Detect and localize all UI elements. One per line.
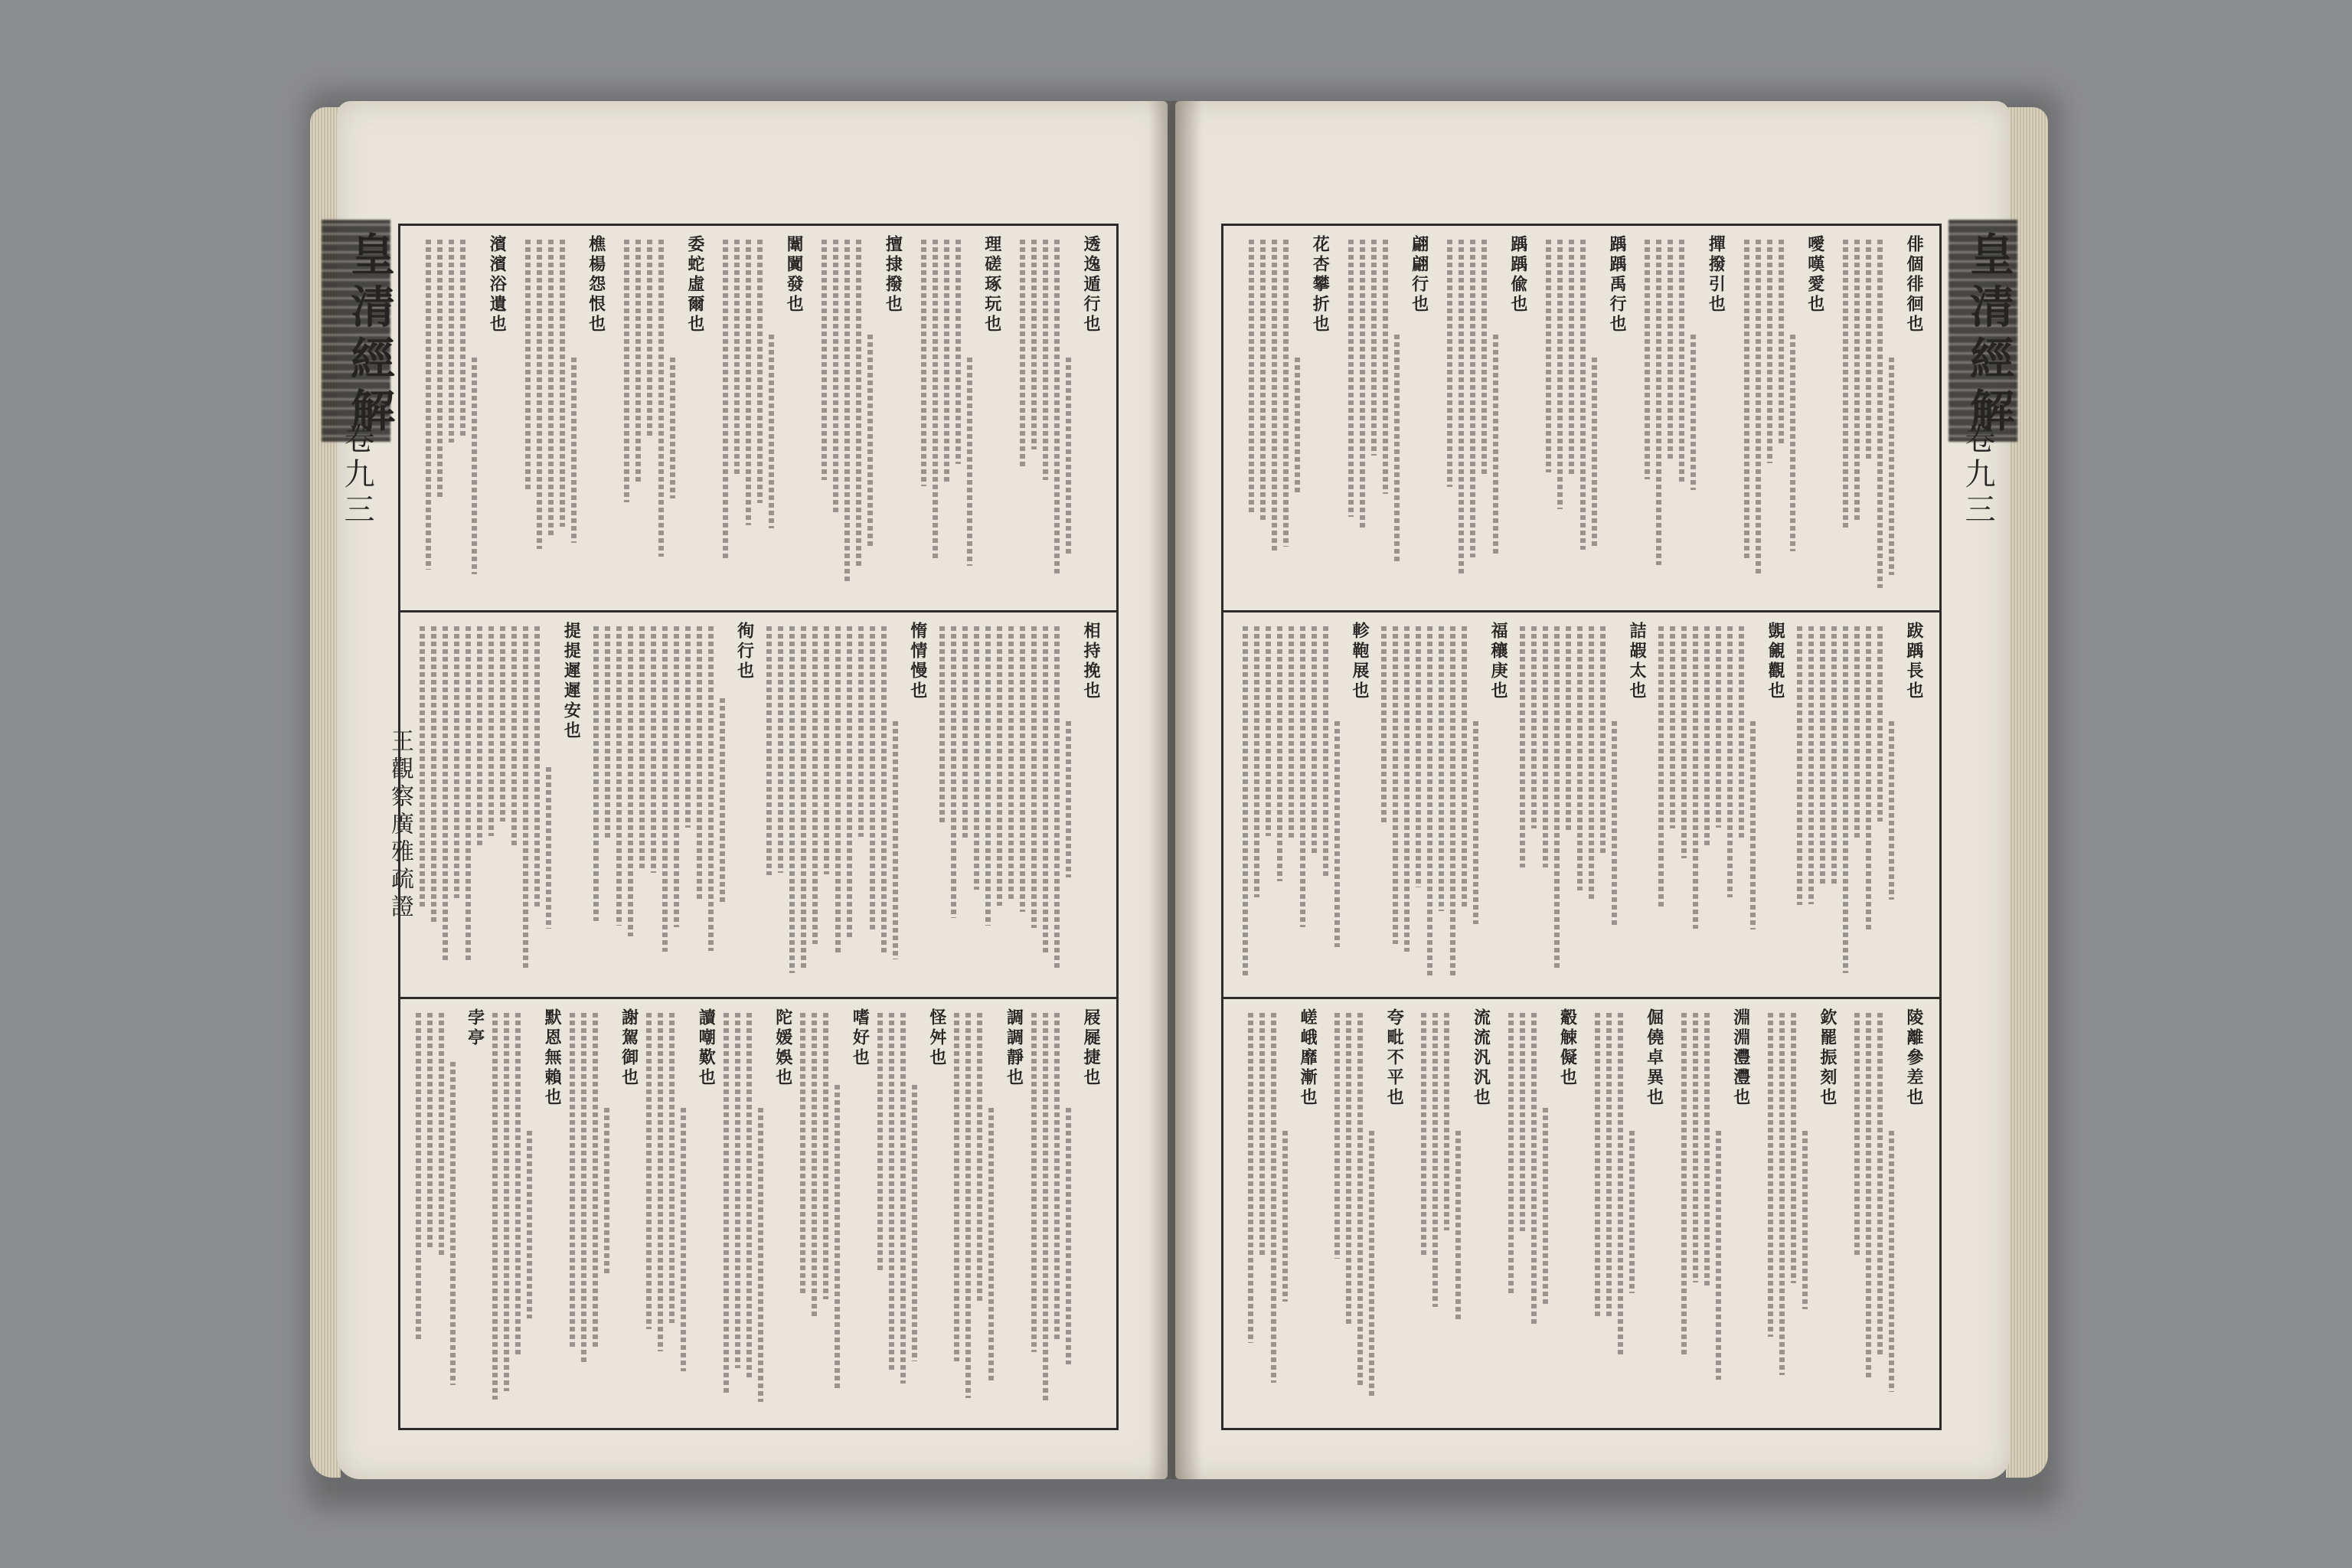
commentary-column: [1054, 1013, 1060, 1342]
commentary-column: [708, 626, 714, 951]
commentary-column: [1248, 1013, 1253, 1343]
entry-heading: 花杏攀折也: [1310, 235, 1331, 335]
commentary-column: [511, 626, 517, 848]
commentary-column: [1866, 1013, 1871, 1380]
commentary-column: [420, 626, 425, 908]
commentary-column: [789, 626, 795, 973]
commentary-column: [437, 240, 443, 498]
commentary-column: [1791, 1013, 1796, 1283]
commentary-column: [735, 1013, 740, 1368]
entry-heading: 流流汎汎也: [1471, 1008, 1491, 1108]
commentary-column: [1843, 240, 1848, 531]
commentary-column: [548, 240, 554, 537]
entry-heading: 提提遲遲安也: [561, 622, 582, 741]
commentary-column: [1681, 1013, 1687, 1354]
commentary-column: [893, 721, 898, 959]
commentary-column: [912, 1085, 917, 1361]
commentary-column: [439, 1013, 444, 1256]
commentary-column: [778, 626, 783, 873]
commentary-column: [1020, 626, 1025, 912]
commentary-column: [723, 240, 728, 561]
commentary-column: [1243, 626, 1248, 975]
entry-heading: 擅捸撥也: [883, 235, 903, 315]
commentary-column: [824, 626, 829, 874]
commentary-column: [1580, 240, 1586, 550]
entry-heading: 怪舛也: [926, 1008, 947, 1068]
commentary-column: [877, 1013, 883, 1272]
commentary-column: [1369, 1131, 1374, 1396]
commentary-column: [504, 1013, 509, 1391]
entry-heading: 觳觫儗也: [1557, 1008, 1578, 1088]
commentary-column: [1543, 1108, 1548, 1307]
commentary-column: [1432, 1013, 1438, 1307]
commentary-column: [1566, 626, 1571, 833]
commentary-column: [900, 1013, 906, 1383]
entry-heading: 詰嘏太也: [1627, 622, 1647, 701]
commentary-column: [460, 240, 466, 439]
commentary-column: [1348, 240, 1354, 517]
commentary-column: [1877, 240, 1883, 588]
commentary-column: [639, 626, 645, 868]
commentary-column: [951, 626, 956, 918]
entry-heading: 謝駕御也: [619, 1008, 639, 1088]
left-top-register: [410, 235, 1102, 599]
commentary-column: [1312, 626, 1317, 853]
commentary-column: [1531, 626, 1537, 828]
commentary-column: [1704, 626, 1710, 845]
commentary-column: [477, 626, 482, 847]
commentary-column: [674, 626, 679, 927]
commentary-column: [1481, 240, 1487, 474]
commentary-column: [1877, 626, 1883, 822]
commentary-column: [658, 240, 664, 557]
commentary-column: [746, 1013, 752, 1380]
commentary-column: [1750, 721, 1756, 929]
right-margin-volume: 卷九三: [1960, 423, 1995, 528]
commentary-column: [1459, 240, 1464, 577]
commentary-column: [1802, 1131, 1808, 1309]
commentary-column: [833, 240, 838, 515]
commentary-column: [1618, 1013, 1623, 1356]
right-register-divider-2: [1221, 997, 1939, 999]
commentary-column: [769, 335, 774, 528]
commentary-column: [1295, 358, 1300, 495]
entry-heading: 闈闐發也: [784, 235, 805, 315]
entry-heading: 噯嘆愛也: [1805, 235, 1825, 315]
commentary-column: [1658, 626, 1664, 907]
commentary-column: [1031, 626, 1037, 928]
commentary-column: [534, 626, 540, 907]
commentary-column: [870, 626, 875, 929]
commentary-column: [954, 1013, 959, 1361]
commentary-column: [1790, 335, 1795, 551]
entry-heading: 陵離參差也: [1904, 1008, 1924, 1108]
commentary-column: [1346, 1013, 1351, 1325]
commentary-column: [974, 626, 979, 890]
commentary-column: [977, 1013, 982, 1301]
book-gutter: [1148, 101, 1202, 1479]
left-running-author: 王觀察廣雅疏證: [387, 729, 413, 922]
commentary-column: [581, 1013, 586, 1362]
commentary-column: [1546, 240, 1551, 472]
commentary-column: [1779, 1013, 1785, 1375]
entry-heading: 踽踽偸也: [1508, 235, 1528, 315]
commentary-column: [1843, 626, 1848, 973]
commentary-column: [1768, 1013, 1773, 1337]
entry-heading: 嗜好也: [850, 1008, 871, 1068]
commentary-column: [1854, 240, 1860, 521]
commentary-column: [812, 1013, 817, 1317]
commentary-column: [734, 240, 740, 474]
commentary-column: [1520, 1013, 1525, 1231]
commentary-column: [800, 1013, 805, 1295]
commentary-column: [835, 1085, 840, 1388]
entry-heading: 欽罷振刻也: [1817, 1008, 1838, 1108]
commentary-column: [746, 240, 751, 525]
right-middle-register: [1233, 622, 1926, 985]
entry-heading: 惰情慢也: [907, 622, 928, 701]
entry-heading: 翩翩行也: [1409, 235, 1429, 315]
commentary-column: [1569, 240, 1574, 477]
entry-heading: 軫鞄展也: [1350, 622, 1370, 701]
commentary-column: [1043, 1013, 1048, 1403]
commentary-column: [856, 240, 861, 567]
commentary-column: [1357, 1013, 1363, 1388]
commentary-column: [1254, 626, 1259, 897]
entry-heading: 倔僥卓異也: [1644, 1008, 1664, 1108]
commentary-column: [1066, 1108, 1071, 1364]
commentary-column: [1595, 1013, 1600, 1319]
entry-heading: 夸毗不平也: [1384, 1008, 1405, 1108]
commentary-column: [1394, 335, 1400, 564]
commentary-column: [570, 1013, 575, 1349]
left-margin-title: 皇清經解: [343, 231, 395, 439]
entry-heading: 俳個徘徊也: [1904, 235, 1924, 335]
commentary-column: [525, 240, 531, 492]
commentary-column: [604, 1108, 609, 1275]
commentary-column: [681, 1108, 686, 1371]
commentary-column: [757, 240, 763, 503]
commentary-column: [1756, 240, 1761, 575]
entry-heading: 相持挽也: [1081, 622, 1101, 701]
commentary-column: [697, 626, 702, 900]
commentary-column: [835, 626, 841, 956]
commentary-column: [844, 240, 850, 583]
commentary-column: [1393, 626, 1398, 944]
entry-heading: 委蛇虛爾也: [684, 235, 705, 335]
commentary-column: [812, 626, 818, 944]
commentary-column: [1797, 626, 1802, 905]
commentary-column: [624, 240, 629, 502]
commentary-column: [670, 358, 675, 498]
commentary-column: [867, 335, 873, 547]
commentary-column: [1727, 626, 1733, 897]
commentary-column: [1334, 721, 1340, 947]
commentary-column: [488, 626, 494, 836]
left-register-divider-2: [398, 997, 1116, 999]
commentary-column: [1592, 358, 1597, 548]
commentary-column: [1681, 626, 1687, 858]
commentary-column: [647, 240, 652, 439]
commentary-column: [766, 626, 772, 875]
commentary-column: [560, 240, 565, 527]
commentary-column: [1543, 626, 1548, 867]
commentary-column: [965, 1013, 971, 1398]
commentary-column: [1889, 1131, 1894, 1392]
commentary-column: [1716, 1131, 1721, 1380]
commentary-column: [1271, 1013, 1276, 1383]
entry-heading: 踽踽禹行也: [1607, 235, 1628, 335]
entry-heading: 調調靜也: [1004, 1008, 1024, 1088]
entry-heading: 濱濱浴遺也: [487, 235, 508, 335]
commentary-column: [1508, 1013, 1514, 1294]
commentary-column: [628, 626, 633, 936]
commentary-column: [1066, 358, 1071, 554]
commentary-column: [1668, 240, 1673, 459]
commentary-column: [1656, 240, 1661, 565]
commentary-column: [605, 626, 610, 840]
commentary-column: [1820, 626, 1825, 885]
right-margin-title: 皇清經解: [1962, 231, 2014, 439]
commentary-column: [537, 240, 542, 549]
entry-heading: 徇行也: [734, 622, 755, 681]
commentary-column: [933, 240, 938, 560]
left-middle-register: [410, 622, 1102, 985]
commentary-column: [1020, 240, 1025, 469]
commentary-column: [658, 1013, 663, 1351]
commentary-column: [858, 626, 864, 837]
commentary-column: [1266, 626, 1271, 836]
commentary-column: [1679, 240, 1684, 482]
commentary-column: [1854, 1013, 1860, 1255]
commentary-column: [1054, 626, 1060, 968]
commentary-column: [646, 1013, 652, 1329]
commentary-column: [546, 767, 551, 929]
commentary-column: [1808, 626, 1814, 904]
commentary-column: [988, 1108, 994, 1383]
commentary-column: [823, 1013, 828, 1299]
commentary-column: [1439, 626, 1444, 911]
commentary-column: [1877, 1013, 1883, 1356]
commentary-column: [1473, 721, 1478, 924]
left-bottom-register: [410, 1008, 1102, 1414]
commentary-column: [1557, 240, 1563, 509]
commentary-column: [515, 1013, 521, 1354]
commentary-column: [1739, 626, 1744, 840]
entry-heading: 陀媛娛也: [773, 1008, 793, 1088]
entry-heading: 跋踽長也: [1904, 622, 1924, 701]
commentary-column: [1690, 335, 1696, 490]
commentary-column: [593, 1013, 598, 1348]
commentary-column: [662, 626, 668, 952]
commentary-column: [956, 240, 961, 464]
entry-heading: 默恩無賴也: [542, 1008, 563, 1108]
commentary-column: [523, 626, 528, 971]
commentary-column: [1289, 626, 1294, 838]
commentary-column: [454, 626, 459, 898]
left-register-divider-1: [398, 610, 1116, 612]
commentary-column: [1612, 721, 1617, 928]
entry-heading: 撣撥引也: [1706, 235, 1726, 315]
commentary-column: [500, 626, 505, 822]
commentary-column: [889, 1013, 894, 1370]
commentary-column: [1462, 626, 1467, 906]
commentary-column: [1600, 626, 1606, 855]
commentary-column: [426, 240, 431, 570]
commentary-column: [1866, 240, 1871, 459]
entry-heading: 讀嘲歎也: [696, 1008, 717, 1088]
commentary-column: [967, 358, 972, 566]
commentary-column: [1889, 358, 1894, 575]
commentary-column: [1054, 240, 1060, 576]
entry-heading: 淵淵灃灃也: [1730, 1008, 1751, 1108]
commentary-column: [1866, 626, 1871, 932]
commentary-column: [472, 358, 477, 574]
commentary-column: [758, 1108, 763, 1402]
commentary-column: [1693, 626, 1698, 929]
left-page: [337, 101, 1168, 1479]
commentary-column: [450, 1062, 456, 1385]
commentary-column: [1427, 626, 1432, 976]
commentary-column: [1360, 240, 1365, 528]
right-top-register: [1233, 235, 1926, 599]
commentary-column: [1831, 626, 1837, 886]
commentary-column: [1767, 240, 1772, 463]
right-register-divider-1: [1221, 610, 1939, 612]
commentary-column: [571, 358, 577, 543]
right-bottom-register: [1233, 1008, 1926, 1414]
commentary-column: [962, 626, 968, 839]
commentary-column: [1300, 626, 1305, 927]
commentary-column: [1554, 626, 1560, 969]
commentary-column: [939, 626, 945, 824]
commentary-column: [1043, 240, 1048, 480]
commentary-column: [881, 626, 887, 953]
commentary-column: [720, 698, 725, 903]
left-margin-volume: 卷九三: [339, 423, 374, 528]
commentary-column: [997, 626, 1002, 906]
commentary-column: [1371, 240, 1377, 456]
commentary-column: [443, 626, 448, 961]
commentary-column: [466, 626, 471, 963]
commentary-column: [1450, 626, 1455, 976]
commentary-column: [944, 240, 949, 485]
commentary-column: [427, 1013, 433, 1247]
entry-heading: 屐屣捷也: [1081, 1008, 1101, 1088]
commentary-column: [1744, 240, 1749, 559]
commentary-column: [1066, 721, 1071, 877]
commentary-column: [593, 626, 599, 921]
commentary-column: [1889, 721, 1894, 900]
commentary-column: [492, 1013, 498, 1400]
commentary-column: [1779, 240, 1784, 443]
commentary-column: [685, 626, 691, 828]
commentary-column: [724, 1013, 729, 1393]
commentary-column: [1670, 626, 1675, 828]
commentary-column: [1421, 1013, 1426, 1257]
commentary-column: [985, 626, 991, 926]
commentary-column: [1455, 1131, 1461, 1319]
commentary-column: [1323, 626, 1328, 876]
entry-heading: 樵楊怨恨也: [586, 235, 606, 335]
commentary-column: [1606, 1013, 1612, 1316]
commentary-column: [1493, 335, 1498, 554]
commentary-column: [822, 240, 827, 480]
commentary-column: [1854, 626, 1860, 841]
commentary-column: [1447, 240, 1452, 487]
commentary-column: [1008, 626, 1014, 902]
commentary-column: [1249, 240, 1254, 515]
commentary-column: [921, 240, 926, 486]
commentary-column: [1381, 626, 1387, 824]
entry-heading: 孛亭: [465, 1008, 485, 1048]
commentary-column: [1693, 1013, 1698, 1282]
commentary-column: [1531, 1013, 1537, 1326]
entry-heading: 理磋琢玩也: [982, 235, 1002, 335]
commentary-column: [1282, 1131, 1288, 1302]
commentary-column: [1260, 240, 1266, 523]
commentary-column: [1589, 626, 1594, 899]
commentary-column: [416, 1013, 421, 1339]
commentary-column: [1704, 1013, 1710, 1288]
right-page: [1175, 101, 2014, 1479]
commentary-column: [1470, 240, 1475, 557]
commentary-column: [449, 240, 454, 443]
commentary-column: [669, 1013, 675, 1323]
commentary-column: [1334, 1013, 1340, 1259]
commentary-column: [527, 1131, 532, 1318]
commentary-column: [1716, 626, 1721, 828]
commentary-column: [635, 240, 641, 483]
commentary-column: [1629, 1131, 1635, 1293]
commentary-column: [1031, 240, 1037, 449]
commentary-column: [431, 626, 436, 924]
commentary-column: [1259, 1013, 1265, 1257]
commentary-column: [1043, 626, 1048, 953]
commentary-column: [1383, 240, 1388, 494]
entry-heading: 嵯峨靡漸也: [1298, 1008, 1318, 1108]
commentary-column: [1577, 626, 1583, 890]
commentary-column: [1272, 240, 1277, 552]
commentary-column: [616, 626, 622, 926]
commentary-column: [1645, 240, 1650, 479]
entry-heading: 福穰庚也: [1488, 622, 1508, 701]
commentary-column: [1277, 626, 1282, 881]
commentary-column: [1031, 1013, 1037, 1352]
commentary-column: [1283, 240, 1289, 547]
entry-heading: 透逸遁行也: [1081, 235, 1101, 335]
commentary-column: [1520, 626, 1525, 867]
commentary-column: [1404, 626, 1410, 952]
commentary-column: [1416, 626, 1421, 887]
commentary-column: [801, 626, 806, 969]
entry-heading: 覬覦觀也: [1766, 622, 1785, 701]
commentary-column: [651, 626, 656, 873]
commentary-column: [1444, 1013, 1449, 1230]
commentary-column: [847, 626, 852, 940]
